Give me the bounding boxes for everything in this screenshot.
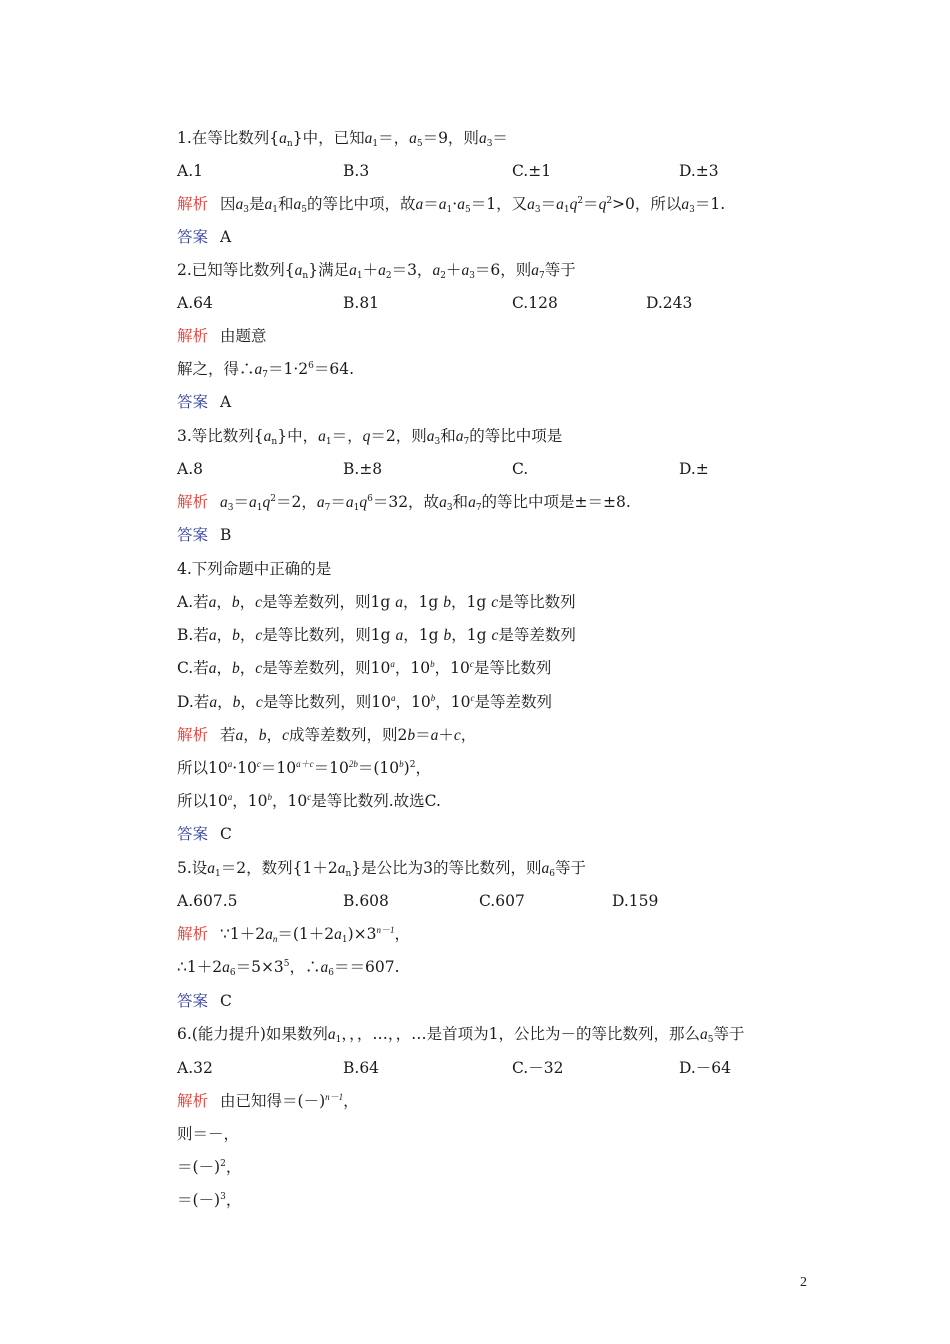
answer-label: 答案	[177, 992, 209, 1010]
answer-label: 答案	[177, 825, 209, 843]
option-a: A.64	[177, 294, 213, 312]
option-c: C.	[512, 460, 529, 478]
q6-analysis-line3: $=(-)^2$，	[177, 1158, 242, 1176]
q4-option-c: C.若a，b，c是等差数列，则10$^a$，10$^b$，10$^c$是等比数列	[177, 659, 552, 677]
option-c: C.128	[512, 294, 558, 312]
q2-analysis-line2: 解之，得$\therefore a_7=1\cdot 2^6=64$.	[177, 360, 355, 380]
option-b: B.64	[343, 1059, 380, 1077]
q4-option-d: D.若a，b，c是等比数列，则10$^a$，10$^b$，10$^c$是等差数列	[177, 693, 552, 711]
q5-analysis: 解析 $\because 1+2a_n=(1+2a_1)\times 3^{n-1}$，	[177, 925, 411, 945]
q4-analysis-line3: 所以10$^a$，10$^b$，10$^c$是等比数列.故选C.	[177, 792, 441, 810]
analysis-label: 解析	[177, 726, 209, 744]
option-b: B.608	[343, 892, 389, 910]
q3-answer: 答案 B	[177, 526, 232, 544]
q4-answer: 答案 C	[177, 825, 232, 843]
q1-answer: 答案 A	[177, 228, 232, 246]
answer-label: 答案	[177, 393, 209, 411]
q6-analysis-line4: $=(-)^3$，	[177, 1191, 242, 1209]
analysis-label: 解析	[177, 493, 209, 511]
option-c: C.±1	[512, 162, 552, 180]
q4-stem: 4.下列命题中正确的是	[177, 560, 332, 578]
q5-answer: 答案 C	[177, 992, 232, 1010]
option-a: A.8	[177, 460, 203, 478]
q4-analysis: 解析 若a，b，c成等差数列，则2b＝a＋c，	[177, 726, 477, 744]
q6-analysis-line2: 则＝－，	[177, 1125, 240, 1143]
option-b: B.3	[343, 162, 370, 180]
option-a: A.607.5	[177, 892, 238, 910]
q5-analysis-line2: $\therefore 1+2a_6=5\times 3^5$，$\therefore a_6==607$.	[177, 958, 400, 978]
option-d: D.159	[612, 892, 659, 910]
answer-label: 答案	[177, 228, 209, 246]
option-a: A.32	[177, 1059, 213, 1077]
analysis-label: 解析	[177, 1092, 209, 1110]
q1-stem: 1.在等比数列$\{a_n\}$中，已知$a_1=$，$a_5=9$，则$a_3=$	[177, 129, 508, 149]
analysis-label: 解析	[177, 327, 209, 345]
q4-analysis-line2: 所以$10^a\cdot 10^c=10^{a+c}=10^{2b}=(10^b)^2$，	[177, 759, 431, 777]
option-d: D.243	[646, 294, 693, 312]
option-b: B.±8	[343, 460, 383, 478]
option-c: C.－32	[512, 1059, 564, 1077]
q4-option-a: A.若a，b，c是等差数列，则1g a，1g b，1g c是等比数列	[177, 593, 576, 611]
q6-stem: 6.(能力提升)如果数列$a_1$，，，…，，…是首项为1，公比为－的等比数列，那么$a_5$等于	[177, 1025, 745, 1045]
q1-analysis: 解析 因$a_3$是$a_1$和$a_5$的等比中项，故$a=a_1\cdot a_5=1$，又$a_3=a_1q^2=q^2>0$，所以$a_3=1$.	[177, 195, 726, 215]
page-number: 2	[800, 1275, 807, 1290]
q2-answer: 答案 A	[177, 393, 232, 411]
q2-stem: 2.已知等比数列$\{a_n\}$满足$a_1+a_2=3$，$a_2+a_3=6$，则$a_7$等于	[177, 261, 576, 281]
q2-analysis: 解析 由题意	[177, 327, 267, 345]
q3-analysis: 解析 $a_3=a_1q^2=2$，$a_7=a_1q^6=32$，故$a_3$和$a_7$的等比中项是±＝±8.	[177, 493, 631, 513]
answer-label: 答案	[177, 526, 209, 544]
q6-analysis: 解析 由已知得$=(-)^{n-1}$，	[177, 1092, 359, 1110]
analysis-label: 解析	[177, 925, 209, 943]
q3-stem: 3.等比数列$\{a_n\}$中，$a_1=$，q＝2，则$a_3$和$a_7$的等比中项是	[177, 427, 563, 447]
option-d: D.－64	[679, 1059, 732, 1077]
q5-stem: 5.设$a_1=2$，数列$\{1+2a_n\}$是公比为3的等比数列，则$a_6$等于	[177, 859, 587, 879]
option-d: D.±3	[679, 162, 719, 180]
option-a: A.1	[177, 162, 203, 180]
analysis-label: 解析	[177, 195, 209, 213]
option-d: D.±	[679, 460, 709, 478]
option-b: B.81	[343, 294, 380, 312]
q4-option-b: B.若a，b，c是等比数列，则1g a，1g b，1g c是等差数列	[177, 626, 576, 644]
option-c: C.607	[479, 892, 525, 910]
